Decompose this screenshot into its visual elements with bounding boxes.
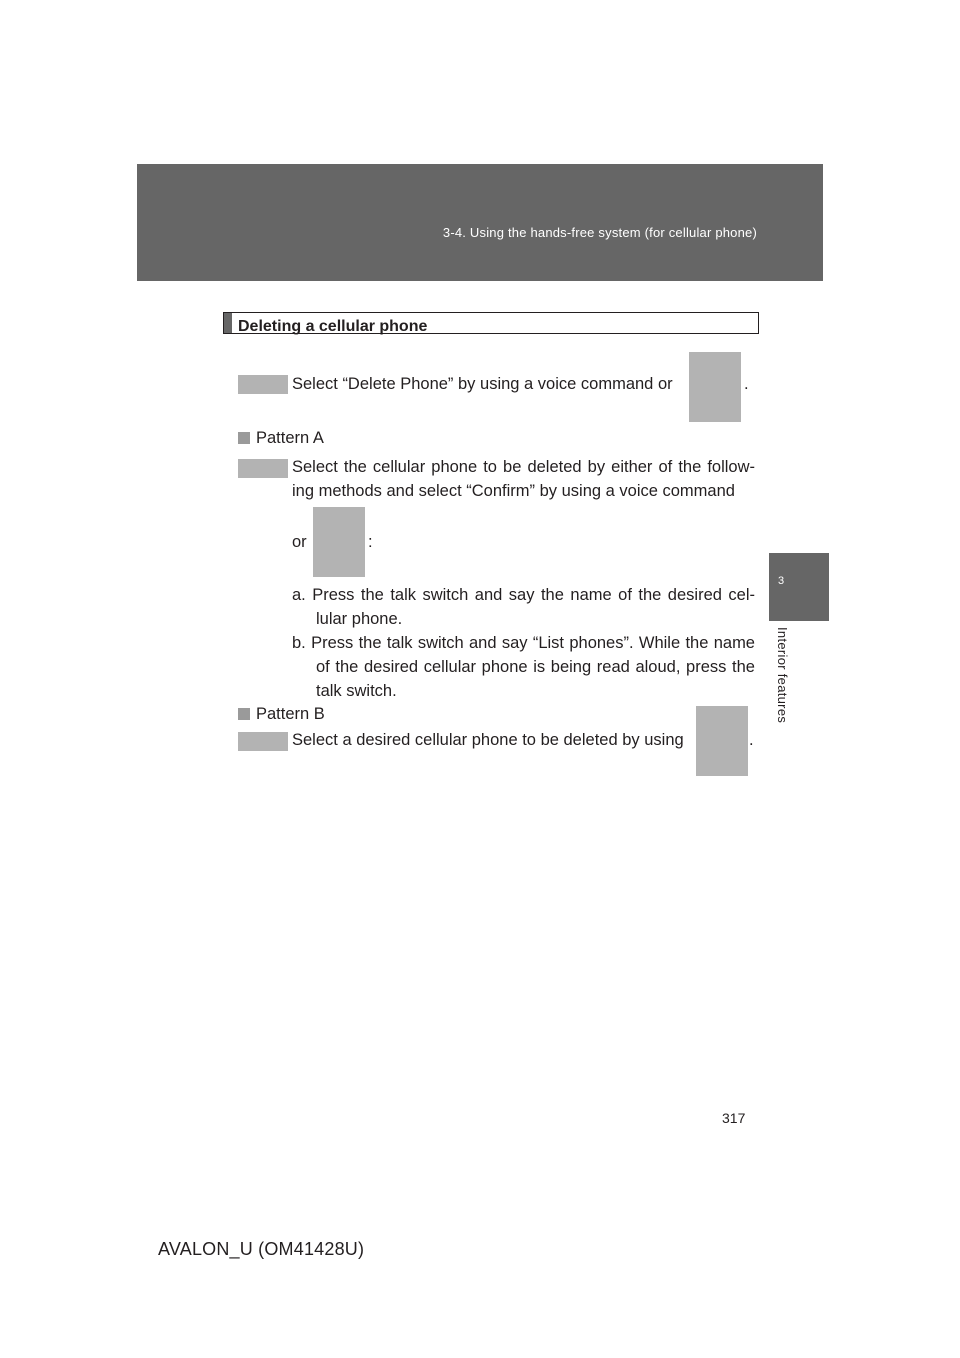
heading-text: Deleting a cellular phone: [238, 318, 428, 335]
step-badge: [238, 375, 288, 394]
chapter-label: Interior features: [775, 627, 790, 724]
pattern-label: Pattern A: [256, 429, 324, 447]
button-image: [313, 507, 365, 577]
chapter-number: 3: [778, 575, 785, 587]
step-text: Select “Delete Phone” by using a voice command or: [292, 375, 673, 393]
step-badge: [238, 459, 288, 478]
step-end: .: [749, 731, 754, 749]
heading-bar: [224, 313, 232, 333]
pattern-label: Pattern B: [256, 705, 325, 723]
list-item-b: b. Press the talk switch and say “List phones”. While the name of the desired cellular phone is being read aloud, press the talk switch.: [292, 634, 755, 700]
chapter-tab: [769, 553, 829, 621]
step-text: Select a desired cellular phone to be deleted by using: [292, 731, 684, 749]
bullet-square-icon: [238, 432, 250, 444]
step-badge: [238, 732, 288, 751]
section-heading: [223, 312, 759, 334]
button-image: [696, 706, 748, 776]
page-number: 317: [722, 1110, 746, 1126]
step-text: Select the cellular phone to be deleted by either of the follow-ing methods and select “Confirm” by using a voice command: [292, 458, 755, 500]
button-image: [689, 352, 741, 422]
step-end: .: [744, 375, 749, 393]
bullet-square-icon: [238, 708, 250, 720]
section-title: 3-4. Using the hands-free system (for cellular phone): [442, 225, 757, 240]
header-band: [137, 164, 823, 281]
or-text: or: [292, 533, 307, 551]
colon-text: :: [368, 533, 373, 551]
list-item-a: a. Press the talk switch and say the name of the desired cel-lular phone.: [292, 586, 755, 628]
footer-model-code: AVALON_U (OM41428U): [158, 1239, 365, 1259]
